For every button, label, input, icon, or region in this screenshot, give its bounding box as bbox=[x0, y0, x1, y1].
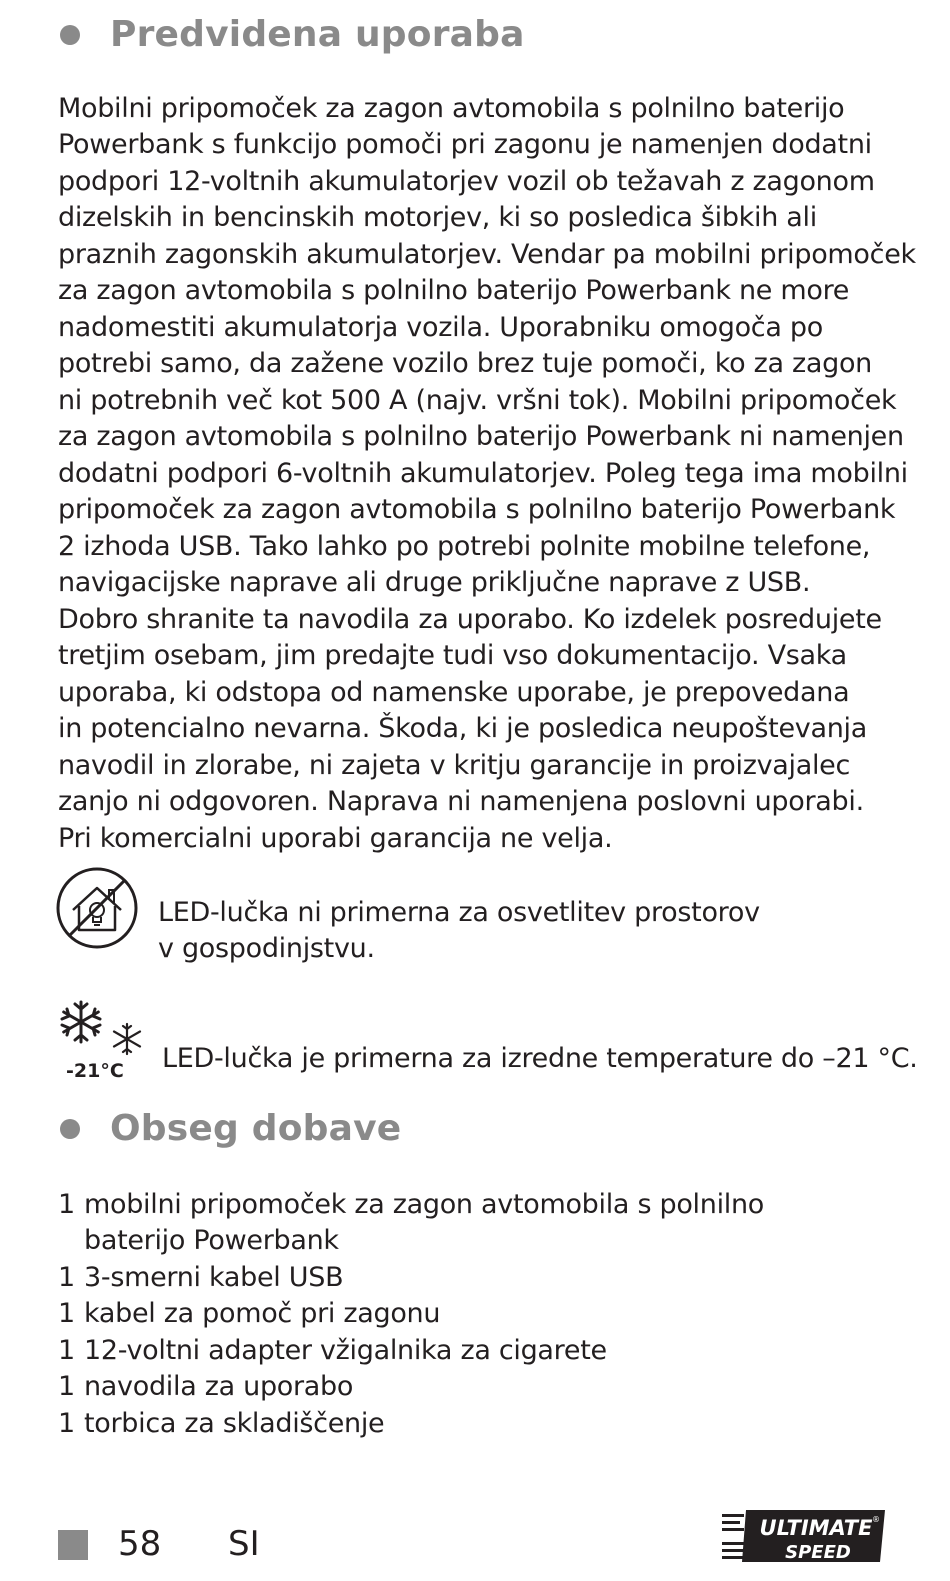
body-line: dizelskih in bencinskih motorjev, ki so posledica šibkih ali bbox=[58, 202, 817, 233]
brand-line2: SPEED bbox=[785, 1542, 851, 1563]
svg-text:®: ® bbox=[872, 1515, 880, 1524]
no-household-lighting-icon bbox=[55, 866, 139, 950]
body-line: Powerbank s funkcijo pomoči pri zagonu je namenjen dodatni bbox=[58, 129, 872, 160]
item-qty: 1 bbox=[58, 1298, 75, 1329]
body-line: in potencialno nevarna. Škoda, ki je posledica neupoštevanja bbox=[58, 713, 867, 744]
body-line: tretjim osebam, jim predajte tudi vso dokumentacijo. Vsaka bbox=[58, 640, 847, 671]
body-line: Dobro shranite ta navodila za uporabo. Ko izdelek posredujete bbox=[58, 604, 882, 635]
item-text: baterijo Powerbank bbox=[84, 1225, 339, 1256]
body-line: uporaba, ki odstopa od namenske uporabe, je prepovedana bbox=[58, 677, 850, 708]
body-line: navodil in zlorabe, ni zajeta v kritju garancije in proizvajalec bbox=[58, 750, 851, 781]
household-note-line: LED-lučka ni primerna za osvetlitev prostorov bbox=[158, 897, 760, 928]
footer-marker bbox=[58, 1530, 88, 1560]
item-qty: 1 bbox=[58, 1189, 75, 1220]
body-line: za zagon avtomobila s polnilno baterijo Powerbank ne more bbox=[58, 275, 850, 306]
item-qty: 1 bbox=[58, 1262, 75, 1293]
item-text: 3-smerni kabel USB bbox=[84, 1262, 344, 1293]
item-text: navodila za uporabo bbox=[84, 1371, 354, 1402]
body-line: zanjo ni odgovoren. Naprava ni namenjena poslovni uporabi. bbox=[58, 786, 864, 817]
body-line: za zagon avtomobila s polnilno baterijo Powerbank ni namenjen bbox=[58, 421, 904, 452]
body-line: Pri komercialni uporabi garancija ne velja. bbox=[58, 823, 613, 854]
item-qty: 1 bbox=[58, 1371, 75, 1402]
temperature-label: -21°C bbox=[66, 1060, 124, 1082]
body-line: navigacijske naprave ali druge priključne naprave z USB. bbox=[58, 567, 811, 598]
ultimate-speed-logo bbox=[720, 1508, 885, 1564]
body-line: pripomoček za zagon avtomobila s polnilno baterijo Powerbank bbox=[58, 494, 896, 525]
item-text: torbica za skladiščenje bbox=[84, 1408, 385, 1439]
body-line: dodatni podpori 6-voltnih akumulatorjev. Poleg tega ima mobilni bbox=[58, 458, 908, 489]
brand-line1: ULTIMATE bbox=[759, 1516, 873, 1540]
language-code: SI bbox=[228, 1524, 260, 1564]
heading-bullet bbox=[60, 25, 80, 45]
body-line: ni potrebnih več kot 500 A (najv. vršni tok). Mobilni pripomoček bbox=[58, 385, 897, 416]
section-heading-scope bbox=[60, 1108, 401, 1149]
body-line: podpori 12-voltnih akumulatorjev vozil ob težavah z zagonom bbox=[58, 166, 875, 197]
body-line: 2 izhoda USB. Tako lahko po potrebi polnite mobilne telefone, bbox=[58, 531, 871, 562]
page-number: 58 bbox=[118, 1524, 162, 1564]
item-text: mobilni pripomoček za zagon avtomobila s polnilno bbox=[84, 1189, 764, 1220]
body-line: praznih zagonskih akumulatorjev. Vendar pa mobilni pripomoček bbox=[58, 239, 916, 270]
heading-text: Obseg dobave bbox=[110, 1108, 402, 1149]
heading-bullet bbox=[60, 1119, 80, 1139]
item-text: 12-voltni adapter vžigalnika za cigarete bbox=[84, 1335, 607, 1366]
body-line: Mobilni pripomoček za zagon avtomobila s polnilno baterijo bbox=[58, 93, 845, 124]
item-qty: 1 bbox=[58, 1335, 75, 1366]
body-line: nadomestiti akumulatorja vozila. Uporabniku omogoča po bbox=[58, 312, 823, 343]
item-text: kabel za pomoč pri zagonu bbox=[84, 1298, 441, 1329]
section-heading-intended-use bbox=[60, 14, 525, 55]
snowflake-icon bbox=[55, 998, 147, 1058]
temperature-note: LED-lučka je primerna za izredne temperature do –21 °C. bbox=[162, 1043, 918, 1074]
household-note-line: v gospodinjstvu. bbox=[158, 933, 375, 964]
item-qty: 1 bbox=[58, 1408, 75, 1439]
body-line: potrebi samo, da zažene vozilo brez tuje pomoči, ko za zagon bbox=[58, 348, 872, 379]
heading-text: Predvidena uporaba bbox=[110, 14, 525, 55]
